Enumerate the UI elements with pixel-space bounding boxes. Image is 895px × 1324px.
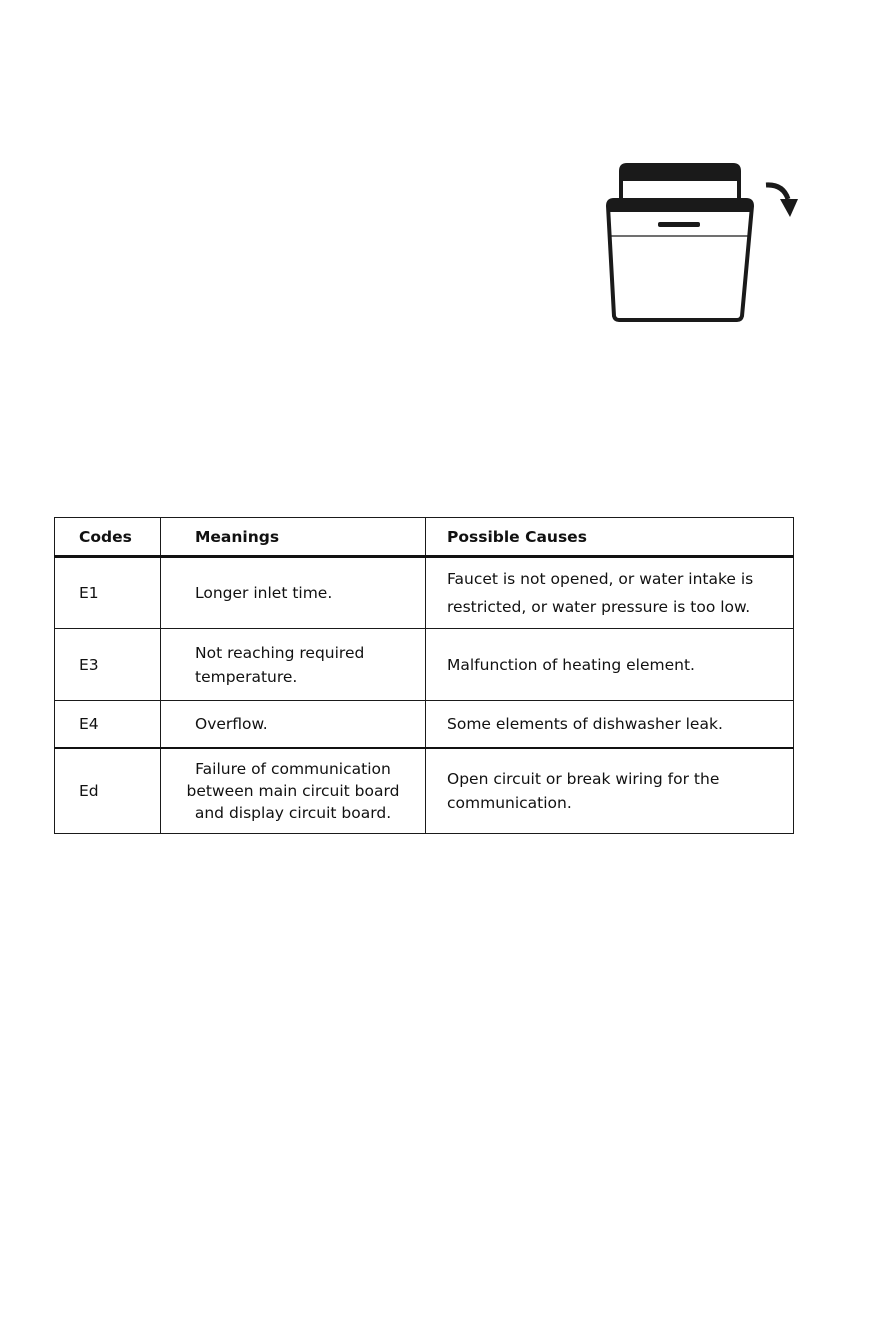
meaning-line: Longer inlet time. [195, 584, 333, 602]
error-cause [426, 701, 794, 749]
meaning-line: Failure of communication [195, 760, 391, 778]
error-code-table [54, 517, 794, 834]
header-possible-causes: Possible Causes [426, 518, 794, 557]
error-cause [426, 629, 794, 701]
error-meaning [161, 701, 426, 749]
error-cause [426, 748, 794, 834]
meaning-line: Overflow. [195, 715, 268, 733]
error-code: E1 [55, 557, 161, 629]
table-header-row [55, 518, 794, 557]
error-cause [426, 557, 794, 629]
cause-line: Faucet is not opened, or water intake is [447, 570, 754, 588]
table-row [55, 748, 794, 834]
curved-arrow-down-icon [766, 185, 798, 217]
cause-line: Open circuit or break wiring for the [447, 770, 720, 788]
cause-line: Malfunction of heating element. [447, 655, 695, 674]
dishwasher-illustration [600, 158, 815, 328]
meaning-line: and display circuit board. [194, 804, 392, 822]
cause-line: Some elements of dishwasher leak. [447, 715, 723, 733]
meaning-line: between main circuit board [186, 782, 400, 800]
table-row [55, 557, 794, 629]
error-meaning [161, 629, 426, 701]
error-meaning [161, 748, 426, 834]
cause-line: communication. [447, 794, 572, 812]
error-code: E4 [55, 701, 161, 749]
error-code: E3 [55, 629, 161, 701]
meaning-line: Not reaching required [195, 643, 365, 662]
dishwasher-door-close-icon [600, 158, 815, 328]
table-row [55, 701, 794, 749]
cause-line: restricted, or water pressure is too low. [447, 598, 751, 616]
error-code: Ed [55, 748, 161, 834]
table-row [55, 629, 794, 701]
header-codes: Codes [55, 518, 161, 557]
error-meaning [161, 557, 426, 629]
header-meanings: Meanings [161, 518, 426, 557]
meaning-line: temperature. [195, 667, 298, 686]
